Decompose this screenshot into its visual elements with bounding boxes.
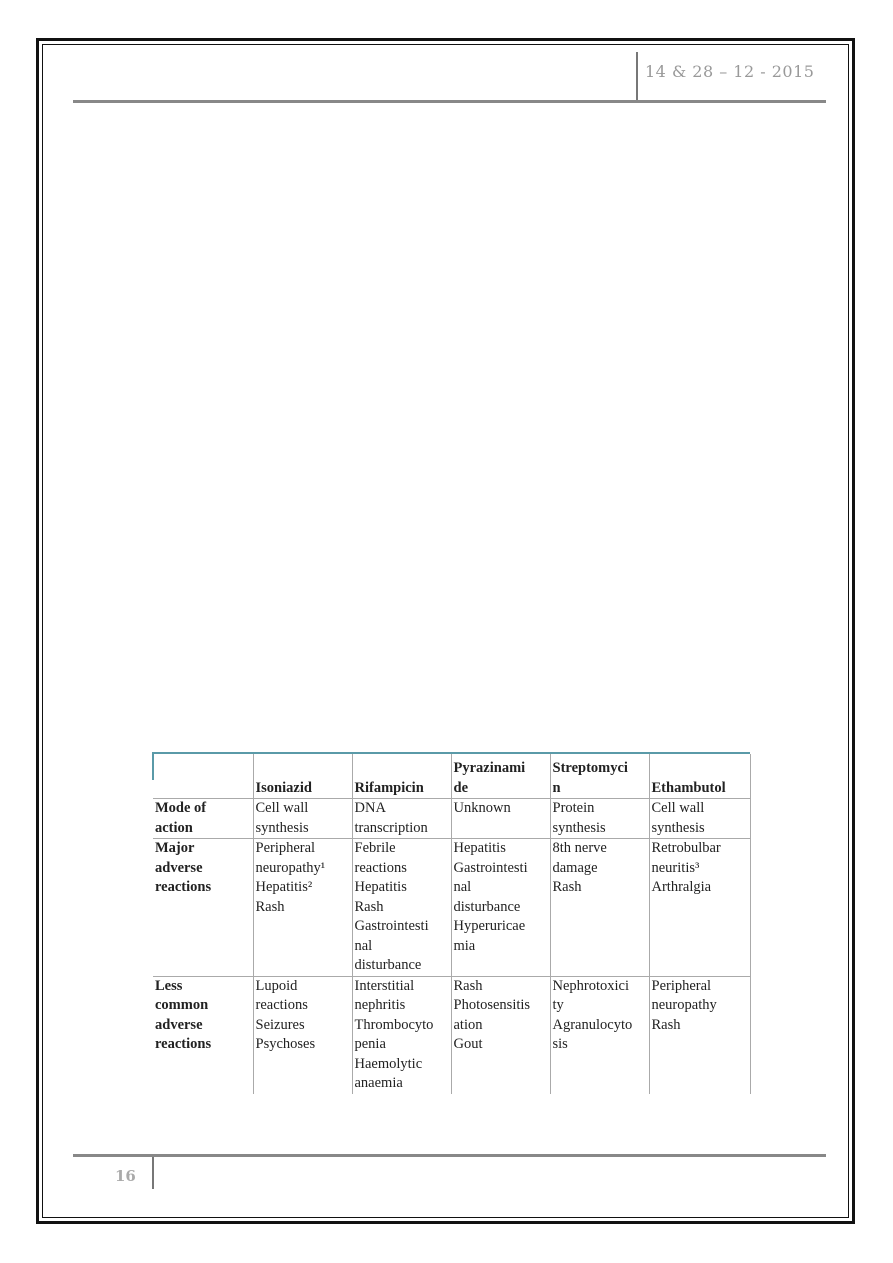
cell-line: reactions — [354, 859, 407, 876]
cell-isoniazid — [253, 839, 352, 977]
cell-line: mia — [453, 937, 476, 954]
cell-line: Febrile — [354, 840, 396, 856]
cell-streptomycin — [550, 799, 649, 839]
footer-rule — [73, 1154, 826, 1157]
row-label-line: adverse — [155, 859, 203, 876]
header-line: Pyrazinami — [453, 760, 526, 776]
cell-line: Thrombocyto — [354, 1016, 434, 1033]
cell-line: DNA — [354, 800, 386, 816]
cell-line: Retrobulbar — [651, 840, 721, 856]
column-header-streptomycin — [550, 754, 649, 799]
cell-line: Photosensitis — [453, 997, 531, 1013]
cell-line: Hepatitis — [453, 840, 506, 856]
column-header-ethambutol — [649, 754, 750, 799]
cell-pyrazinamide — [451, 976, 550, 1094]
cell-streptomycin — [550, 976, 649, 1094]
header-divider — [636, 52, 638, 100]
table-body — [153, 799, 750, 1094]
cell-line: Rash — [255, 898, 285, 915]
tb-drugs-table — [153, 754, 751, 1094]
header-line: de — [453, 779, 468, 796]
cell-line: neuropathy — [651, 997, 717, 1013]
cell-line: Agranulocyto — [552, 1016, 633, 1033]
row-label-line: reactions — [155, 1036, 212, 1052]
header-line: Ethambutol — [651, 779, 726, 796]
column-header-isoniazid — [253, 754, 352, 799]
cell-ethambutol — [649, 799, 750, 839]
cell-rifampicin — [352, 839, 451, 977]
cell-line: damage — [552, 859, 598, 876]
cell-line: Protein — [552, 800, 595, 816]
cell-line: Hepatitis² — [255, 879, 313, 895]
cell-line: Interstitial — [354, 977, 415, 994]
cell-line: Gastrointesti — [453, 859, 528, 876]
cell-line: nal — [354, 937, 373, 954]
row-label-line: action — [155, 819, 193, 836]
cell-line: synthesis — [651, 819, 705, 836]
cell-line: synthesis — [552, 819, 606, 836]
cell-line: transcription — [354, 819, 428, 836]
cell-pyrazinamide — [451, 799, 550, 839]
cell-line: Gout — [453, 1036, 483, 1052]
cell-line: synthesis — [255, 819, 309, 836]
row-label — [153, 976, 253, 1094]
cell-line: anaemia — [354, 1075, 403, 1091]
cell-line: Seizures — [255, 1016, 305, 1033]
cell-streptomycin — [550, 839, 649, 977]
cell-line: Gastrointesti — [354, 918, 429, 934]
cell-line: Arthralgia — [651, 879, 712, 895]
cell-line: penia — [354, 1036, 386, 1052]
cell-rifampicin — [352, 976, 451, 1094]
cell-line: Psychoses — [255, 1036, 316, 1052]
cell-line: Peripheral — [651, 977, 712, 994]
cell-line: nephritis — [354, 997, 406, 1013]
cell-line: ation — [453, 1016, 483, 1033]
row-less-common-adverse-reactions — [153, 976, 750, 1094]
row-label-line: Major — [155, 840, 195, 856]
cell-line: Haemolytic — [354, 1055, 423, 1072]
header-line: Rifampicin — [354, 779, 424, 796]
header-line: Streptomyci — [552, 760, 628, 776]
cell-line: Hepatitis — [354, 879, 407, 895]
cell-isoniazid — [253, 976, 352, 1094]
cell-ethambutol — [649, 976, 750, 1094]
cell-ethambutol — [649, 839, 750, 977]
header-rule — [73, 100, 826, 103]
row-label-line: reactions — [155, 879, 212, 895]
table-header-row — [153, 754, 750, 799]
cell-line: Rash — [552, 879, 582, 895]
column-header-rifampicin — [352, 754, 451, 799]
header-line: n — [552, 779, 561, 796]
cell-line: Cell wall — [651, 800, 705, 816]
cell-isoniazid — [253, 799, 352, 839]
row-mode-of-action — [153, 799, 750, 839]
footer-divider — [152, 1157, 154, 1189]
cell-line: Peripheral — [255, 840, 316, 856]
row-label — [153, 799, 253, 839]
row-label-line: Mode of — [155, 800, 207, 816]
header-date: 14 & 28 – 12 - 2015 — [645, 62, 815, 81]
cell-line: Nephrotoxici — [552, 977, 630, 994]
cell-line: reactions — [255, 997, 308, 1013]
cell-line: Rash — [651, 1016, 681, 1033]
row-major-adverse-reactions — [153, 839, 750, 977]
column-header-empty — [153, 754, 253, 799]
column-header-pyrazinamide — [451, 754, 550, 799]
cell-line: 8th nerve — [552, 840, 607, 856]
cell-line: disturbance — [453, 898, 521, 915]
cell-line: neuritis³ — [651, 859, 700, 876]
row-label — [153, 839, 253, 977]
cell-line: neuropathy¹ — [255, 859, 326, 876]
cell-line: Cell wall — [255, 800, 309, 816]
cell-line: disturbance — [354, 957, 422, 973]
cell-line: Rash — [453, 977, 483, 994]
cell-line: nal — [453, 879, 472, 895]
row-label-line: Less — [155, 977, 183, 994]
cell-line: sis — [552, 1036, 568, 1052]
row-label-line: adverse — [155, 1016, 203, 1033]
cell-line: ty — [552, 997, 564, 1013]
cell-rifampicin — [352, 799, 451, 839]
cell-line: Hyperuricae — [453, 918, 526, 934]
row-label-line: common — [155, 997, 209, 1013]
cell-line: Lupoid — [255, 977, 298, 994]
page-number: 16 — [115, 1167, 136, 1185]
cell-line: Unknown — [453, 800, 511, 816]
header-line: Isoniazid — [255, 779, 312, 796]
cell-line: Rash — [354, 898, 384, 915]
cell-pyrazinamide — [451, 839, 550, 977]
